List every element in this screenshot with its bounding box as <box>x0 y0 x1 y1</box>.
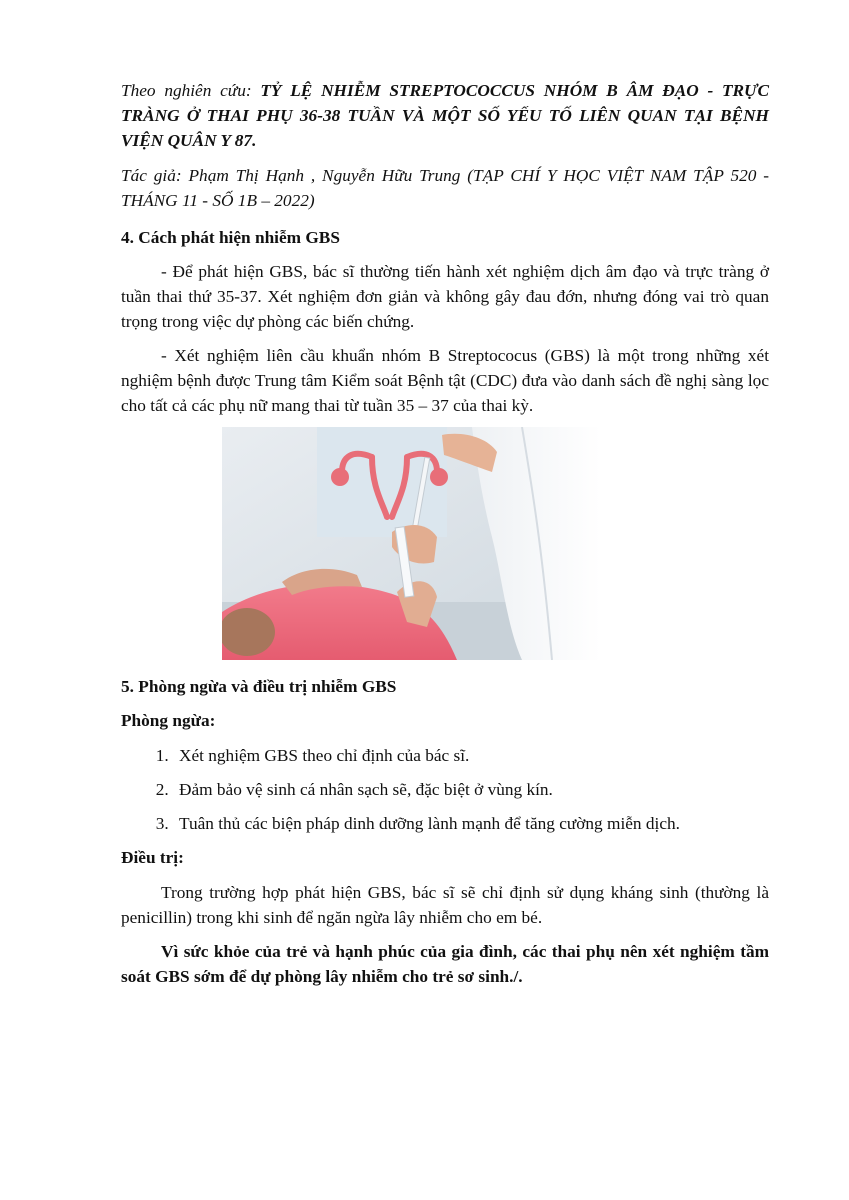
prevention-label: Phòng ngừa: <box>121 711 216 730</box>
list-item: 2. Đảm bảo vệ sinh cá nhân sạch sẽ, đặc biệt ở vùng kín. <box>173 777 769 802</box>
list-item: 1. Xét nghiệm GBS theo chỉ định của bác sĩ. <box>173 743 769 768</box>
prevention-list <box>121 743 769 836</box>
author-line: Tác giả: Phạm Thị Hạnh , Nguyễn Hữu Trung (TẠP CHÍ Y HỌC VIỆT NAM TẬP 520 - THÁNG 11 - SỐ 1B – 2022) <box>121 166 769 210</box>
section4-paragraph-2: - Xét nghiệm liên cầu khuẩn nhóm B Streptococus (GBS) là một trong những xét nghiệm bệnh được Trung tâm Kiểm soát Bệnh tật (CDC) đưa vào danh sách đề nghị sàng lọc cho tất cả các phụ nữ mang thai từ tuần 35 – 37 của thai kỳ. <box>121 346 769 415</box>
section4-paragraph-1: - Để phát hiện GBS, bác sĩ thường tiến hành xét nghiệm dịch âm đạo và trực tràng ở tuần thai thứ 35-37. Xét nghiệm đơn giản và không gây đau đớn, nhưng đóng vai trò quan trọng trong việc dự phòng các biến chứng. <box>121 262 769 331</box>
treatment-paragraph: Trong trường hợp phát hiện GBS, bác sĩ sẽ chỉ định sử dụng kháng sinh (thường là penicillin) trong khi sinh để ngăn ngừa lây nhiễm cho em bé. <box>121 883 769 927</box>
list-item: 3. Tuân thủ các biện pháp dinh dưỡng lành mạnh để tăng cường miễn dịch. <box>173 811 769 836</box>
section4-heading: 4. Cách phát hiện nhiễm GBS <box>121 228 340 247</box>
treatment-label: Điều trị: <box>121 848 184 867</box>
document-content <box>121 78 769 989</box>
section5-heading: 5. Phòng ngừa và điều trị nhiễm GBS <box>121 677 397 696</box>
photo-illustration <box>222 427 601 660</box>
closing-statement: Vì sức khỏe của trẻ và hạnh phúc của gia đình, các thai phụ nên xét nghiệm tầm soát GBS sớm để dự phòng lây nhiễm cho trẻ sơ sinh./. <box>121 942 769 986</box>
research-title: TỶ LỆ NHIỄM STREPTOCOCCUS NHÓM B ÂM ĐẠO - TRỰC TRÀNG Ở THAI PHỤ 36-38 TUẦN VÀ MỘT SỐ YẾU TỐ LIÊN QUAN TẠI BỆNH VIỆN QUÂN Y 87. <box>121 81 769 150</box>
research-prefix: Theo nghiên cứu: <box>121 81 261 100</box>
doctor-patient-photo <box>222 427 601 660</box>
research-citation <box>121 78 769 153</box>
